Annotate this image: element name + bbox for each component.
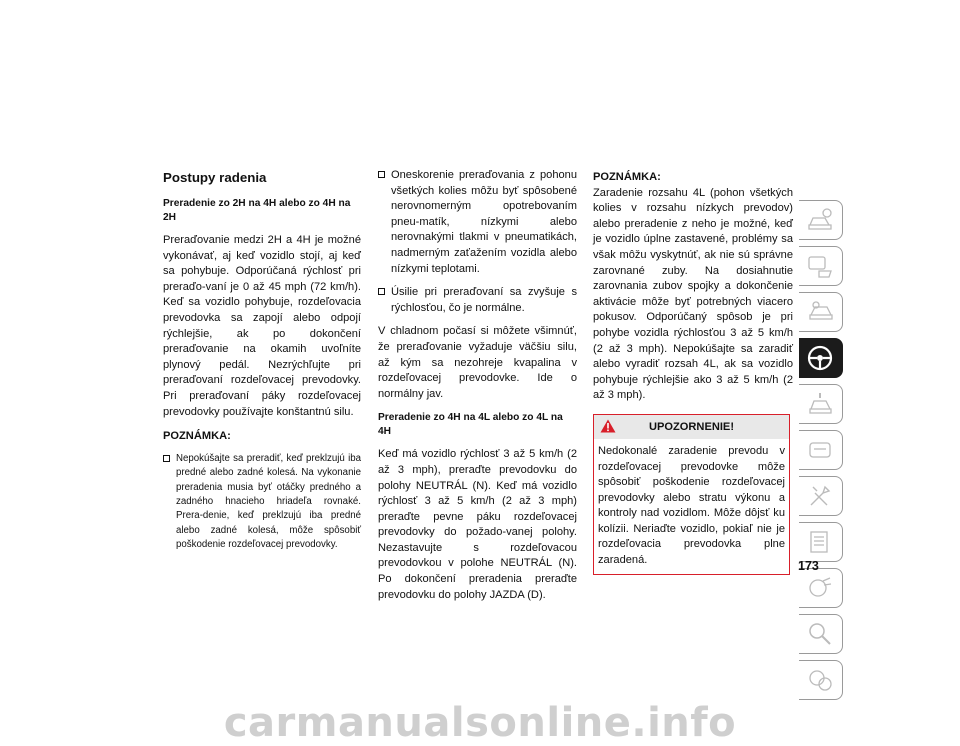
list-item-text: Úsilie pri preraďovaní sa zvyšuje s rýchlosťou, čo je normálne.	[391, 286, 577, 314]
list-item	[163, 452, 361, 553]
subheading-4h-4l: Preradenie zo 4H na 4L alebo zo 4L na 4H	[378, 412, 563, 438]
tab-service[interactable]	[799, 430, 843, 470]
bullet-box-icon	[378, 288, 385, 295]
list-item	[378, 168, 577, 277]
list-item-text: Oneskorenie preraďovania z pohonu všetkých kolies môžu byť spôsobené nerovnomerným opotrebovaním pneu-matík, nízkymi alebo nerovnakými tlakmi v pneumatikách, nadmerným zaťažením vozidla alebo nízkymi teplotami.	[391, 169, 577, 275]
bullet-box-icon	[378, 171, 385, 178]
page-number: 173	[798, 559, 819, 573]
tab-safety[interactable]	[799, 292, 843, 332]
bullet-box-icon	[163, 455, 170, 462]
paragraph-shifting-4h-4l: Keď má vozidlo rýchlosť 3 až 5 km/h (2 až 3 mph), preraďte prevodovku do polohy NEUTRÁL (N). Keď má vozidlo rýchlosť 3 až 5 km/h (2 až 3 mph) preraďte pevne páku rozdeľovacej prevodovky do požado-vanej polohy. Nezastavujte s rozdeľovacou prevodovkou v polohe NEUTRÁL (N). Po dokončení preradenia preraďte prevodovku do polohy JAZDA (D).	[378, 448, 577, 601]
dashboard-message-icon	[805, 251, 835, 281]
paragraph-cold-weather: V chladnom počasí si môžete všimnúť, že preraďovanie vyžaduje väčšiu silu, až kým sa nezohreje kvapalina v rozdeľovacej prevodovke. Ide o normálny jav.	[378, 325, 577, 400]
tab-maintenance[interactable]	[799, 476, 843, 516]
tab-dashboard[interactable]	[799, 246, 843, 286]
warning-header	[594, 415, 789, 439]
multimedia-icon	[805, 573, 835, 603]
tab-index[interactable]	[799, 614, 843, 654]
warning-triangle-icon	[600, 419, 616, 433]
maintenance-tools-icon	[805, 481, 835, 511]
tab-specs[interactable]	[799, 522, 843, 562]
right-column	[593, 168, 793, 575]
note-title: POZNÁMKA:	[593, 171, 661, 183]
chapter-tabs	[799, 200, 843, 706]
language-icon	[805, 665, 835, 695]
emergency-car-icon	[805, 389, 835, 419]
list-item-text: Nepokúšajte sa preradiť, keď preklzujú iba predné alebo zadné kolesá. Na vykonanie preradenia musia byť otáčky predného a zadného hnacieho hriadeľa rovnaké. Prera-denie, keď preklzujú iba predné alebo zadné kolesá, môže spôsobiť poškodenie rozdeľovacej prevodovky.	[176, 452, 361, 551]
watermark: carmanualsonline.info	[223, 700, 737, 746]
warning-title: UPOZORNENIE!	[648, 420, 735, 433]
middle-column	[378, 168, 577, 612]
section-title: Postupy radenia	[163, 170, 267, 185]
paragraph-4l-engagement: Zaradenie rozsahu 4L (pohon všetkých kolies v rozsahu nízkych prevodov) alebo preradenie z neho je možné, keď je vozidlo úplne zastavené, problémy sa však môžu vyskytnúť, ak nie sú správne zarovnané zuby. Na dosiahnutie zarovnania zubov spojky a dokončenie aktivácie môže byť potrebných viacero pokusov. Odporúčaný spôsob je pri pohybe vozidla rýchlosťou 3 až 5 km/h (2 až 3 mph). Nepokúšajte sa zaradiť alebo vyradiť rozsah 4L, ak sa vozidlo pohybuje rýchlejšie ako 3 až 5 km/h (2 až 3 mph).	[593, 186, 793, 402]
subheading-2h-4h: Preradenie zo 2H na 4H alebo zo 4H na 2H	[163, 198, 351, 223]
safety-car-icon	[805, 297, 835, 327]
tab-car-info[interactable]	[799, 200, 843, 240]
steering-wheel-icon	[805, 343, 835, 373]
tab-emergency[interactable]	[799, 384, 843, 424]
list-item	[378, 285, 577, 316]
specs-list-icon	[805, 527, 835, 557]
warning-text: Nedokonalé zaradenie prevodu v rozdeľovacej prevodovke môže spôsobiť poškodenie rozdeľovacej prevodovky alebo stratu výkonu a kontroly nad vozidlom. Môže dôjsť ku kolízii. Neriaďte vozidlo, pokiaľ nie je rozdeľovacia prevodovka plne zaradená.	[598, 444, 785, 567]
service-car-icon	[805, 435, 835, 465]
search-index-icon	[805, 619, 835, 649]
tab-driving[interactable]	[799, 338, 843, 378]
tab-languages[interactable]	[799, 660, 843, 700]
paragraph-shifting-2h-4h: Preraďovanie medzi 2H a 4H je možné vykonávať, aj keď vozidlo stojí, aj keď sa pohybuje. Odporúčaná rýchlosť pri preraďo-vaní je 0 až 45 mph (72 km/h). Keď sa vozidlo pohybuje, rozdeľovacia prevodovka sa zapojí alebo odpojí rýchlejšie, ak po dokončení preraďovanie na okamih uvoľníte plynový pedál. Nezrýchľujte pri preraďovaní rozdeľovacej prevodovky. Pri preraďovaní páky rozdeľovacej prevodovky používajte konštantnú silu.	[163, 234, 361, 418]
left-column	[163, 168, 361, 561]
warning-box	[593, 414, 790, 575]
tab-multimedia[interactable]	[799, 568, 843, 608]
note-title: POZNÁMKA:	[163, 430, 231, 443]
car-info-icon	[805, 205, 835, 235]
